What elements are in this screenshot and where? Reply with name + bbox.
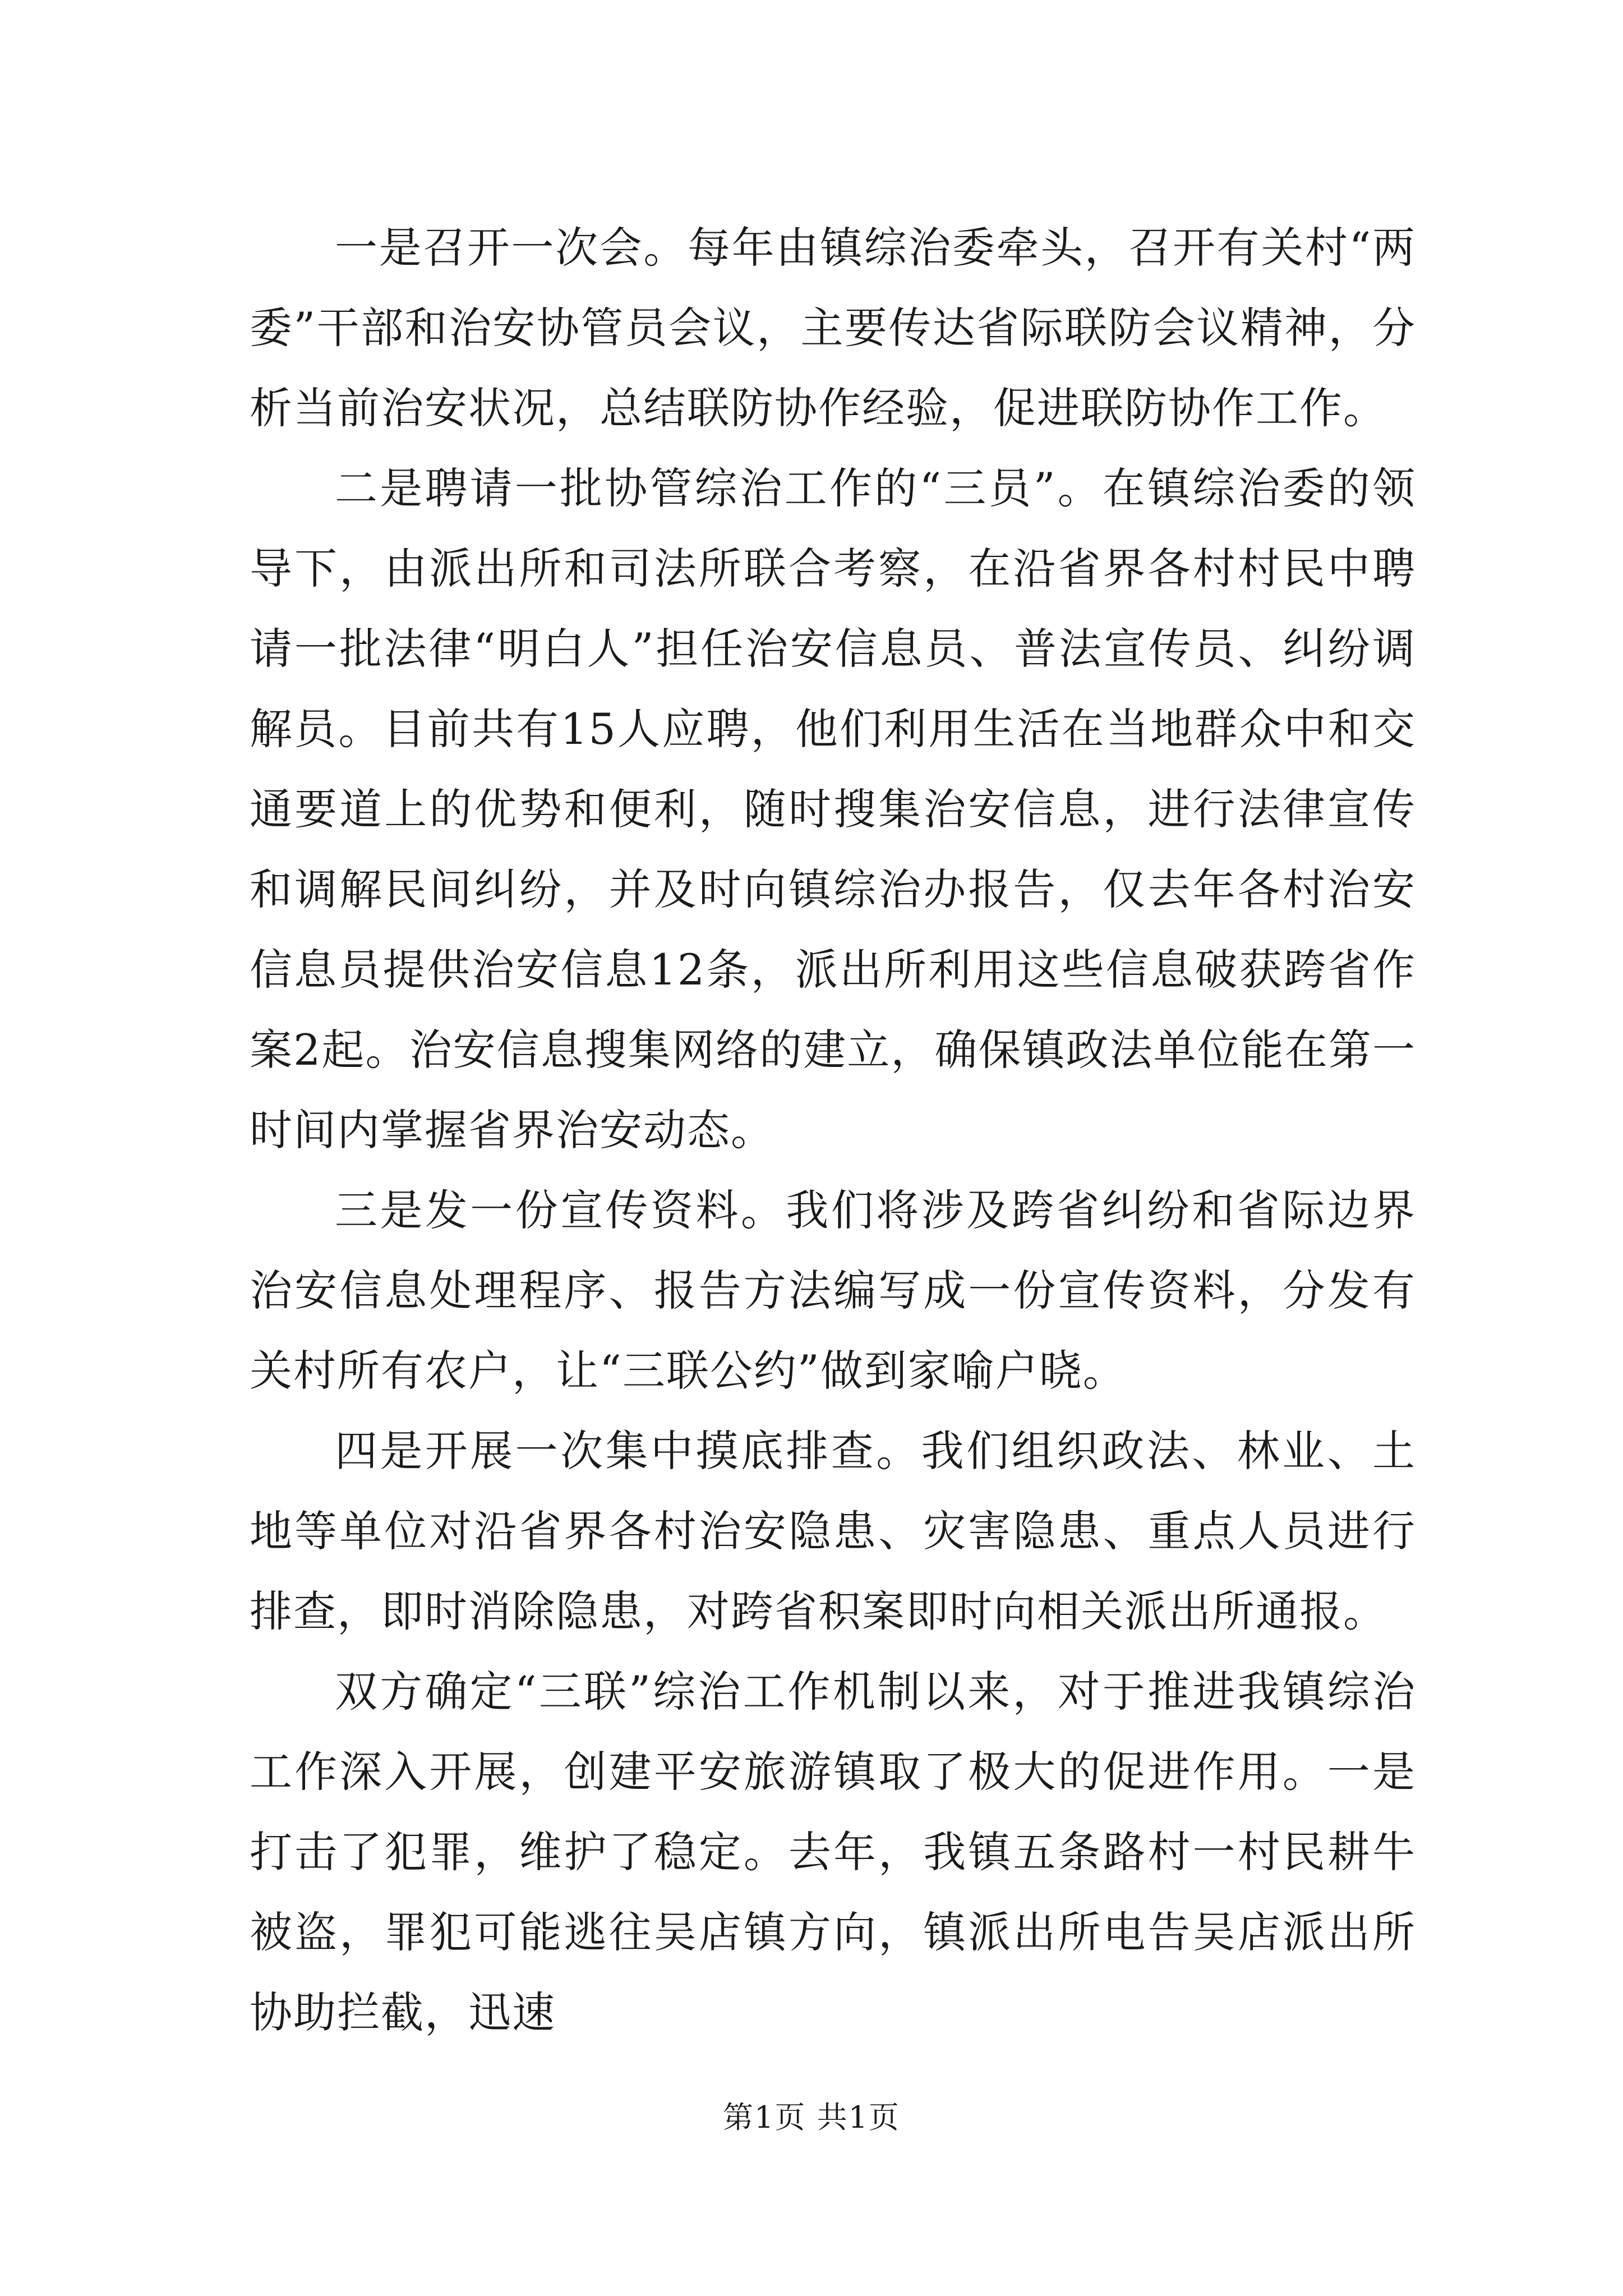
paragraph-2: 二是聘请一批协管综治工作的“三员”。在镇综治委的领导下，由派出所和司法所联合考察，在沿省界各村村民中聘请一批法律“明白人”担任治安信息员、普法宣传员、纠纷调解员。目前共有15人应聘，他们利用生活在当地群众中和交通要道上的优势和便利，随时搜集治安信息，进行法律宣传和调解民间纠纷，并及时向镇综治办报告，仅去年各村治安信息员提供治安信息12条，派出所利用这些信息破获跨省作案2起。治安信息搜集网络的建立，确保镇政法单位能在第一时间内掌握省界治安动态。 <box>250 463 1416 1155</box>
paragraph-5: 双方确定“三联”综治工作机制以来，对于推进我镇综治工作深入开展，创建平安旅游镇取了极大的促进作用。一是打击了犯罪，维护了稳定。去年，我镇五条路村一村民耕牛被盗，罪犯可能逃往吴店镇方向，镇派出所电告吴店派出所协助拦截，迅速 <box>250 1667 1416 2037</box>
document-body <box>250 208 1416 2053</box>
paragraph-4: 四是开展一次集中摸底排查。我们组织政法、林业、土地等单位对沿省界各村治安隐患、灾害隐患、重点人员进行排查，即时消除隐患，对跨省积案即时向相关派出所通报。 <box>250 1426 1416 1636</box>
page-footer: 第1页 共1页 <box>723 2100 900 2135</box>
paragraph-3: 三是发一份宣传资料。我们将涉及跨省纠纷和省际边界治安信息处理程序、报告方法编写成一份宣传资料，分发有关村所有农户，让“三联公约”做到家喻户晓。 <box>250 1185 1416 1396</box>
paragraph-1: 一是召开一次会。每年由镇综治委牵头，召开有关村“两委”干部和治安协管员会议，主要传达省际联防会议精神，分析当前治安状况，总结联防协作经验，促进联防协作工作。 <box>250 223 1416 433</box>
